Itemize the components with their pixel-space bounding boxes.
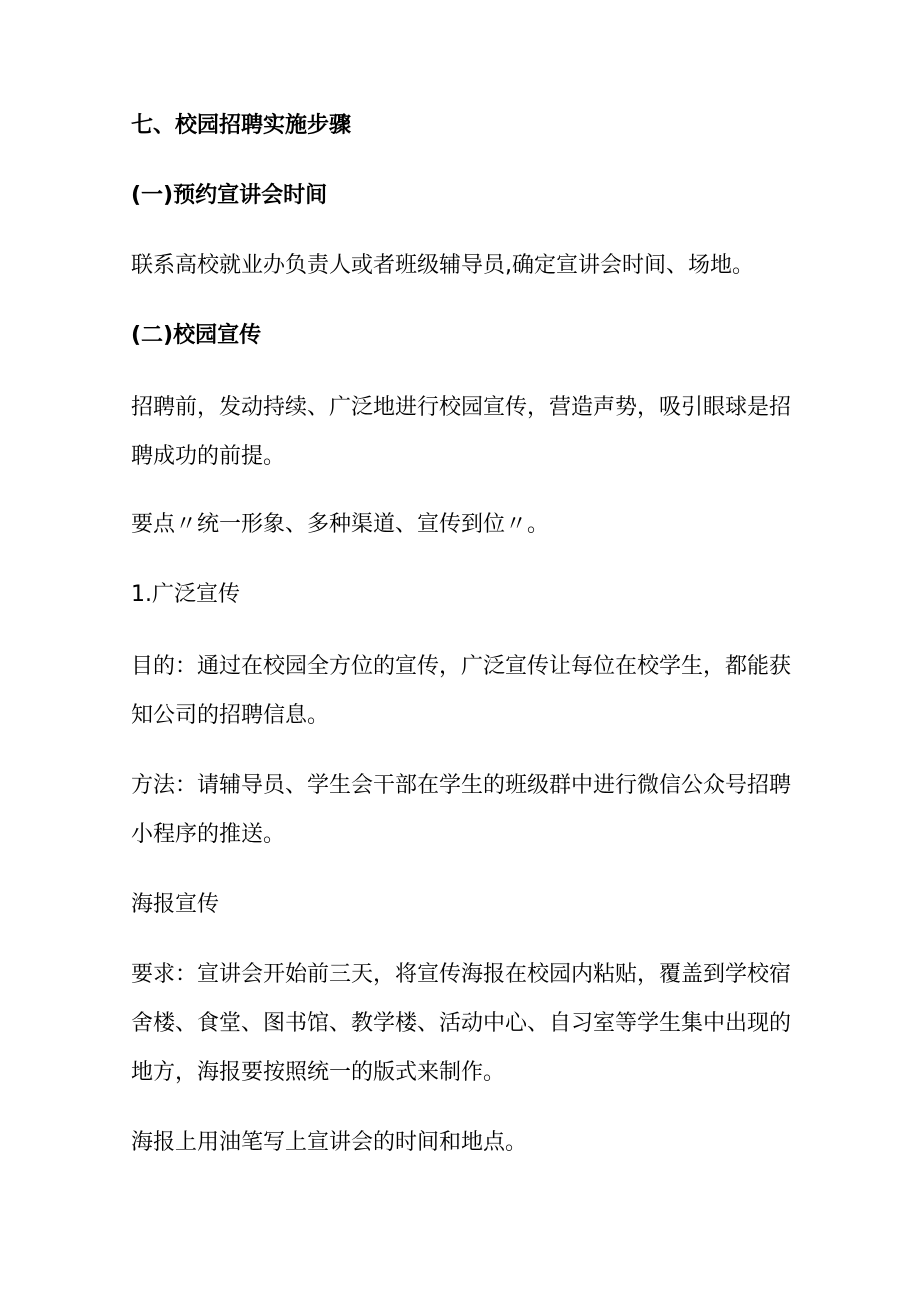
item-heading-broad-promotion: 1.广泛宣传 xyxy=(131,582,240,607)
paragraph-requirement-line-3: 地方，海报要按照统一的版式来制作。 xyxy=(131,1060,506,1085)
paragraph-poster-note: 海报上用油笔写上宣讲会的时间和地点。 xyxy=(131,1130,528,1155)
paragraph-purpose-line-2: 知公司的招聘信息。 xyxy=(131,703,330,728)
paragraph-key-points: 要点〃统一形象、多种渠道、宣传到位〃。 xyxy=(131,512,550,537)
subsection-heading-promotion: (二)校园宣传 xyxy=(131,323,262,348)
subsection-heading-appointment: (一)预约宣讲会时间 xyxy=(131,183,328,208)
item-heading-poster: 海报宣传 xyxy=(131,892,220,917)
section-heading: 七、校园招聘实施步骤 xyxy=(131,113,352,138)
paragraph-method-line-1: 方法：请辅导员、学生会干部在学生的班级群中进行微信公众号招聘 xyxy=(131,773,792,798)
paragraph-requirement-line-2: 舍楼、食堂、图书馆、教学楼、活动中心、自习室等学生集中出现的 xyxy=(131,1011,792,1036)
paragraph-promotion-line-2: 聘成功的前提。 xyxy=(131,444,286,469)
paragraph-purpose-line-1: 目的：通过在校园全方位的宣传，广泛宣传让每位在校学生，都能获 xyxy=(131,654,792,679)
paragraph-promotion-line-1: 招聘前，发动持续、广泛地进行校园宣传，营造声势，吸引眼球是招 xyxy=(131,395,792,420)
paragraph-method-line-2: 小程序的推送。 xyxy=(131,822,286,847)
paragraph-appointment: 联系高校就业办负责人或者班级辅导员,确定宣讲会时间、场地。 xyxy=(131,253,754,278)
paragraph-requirement-line-1: 要求：宣讲会开始前三天，将宣传海报在校园内粘贴，覆盖到学校宿 xyxy=(131,962,792,987)
